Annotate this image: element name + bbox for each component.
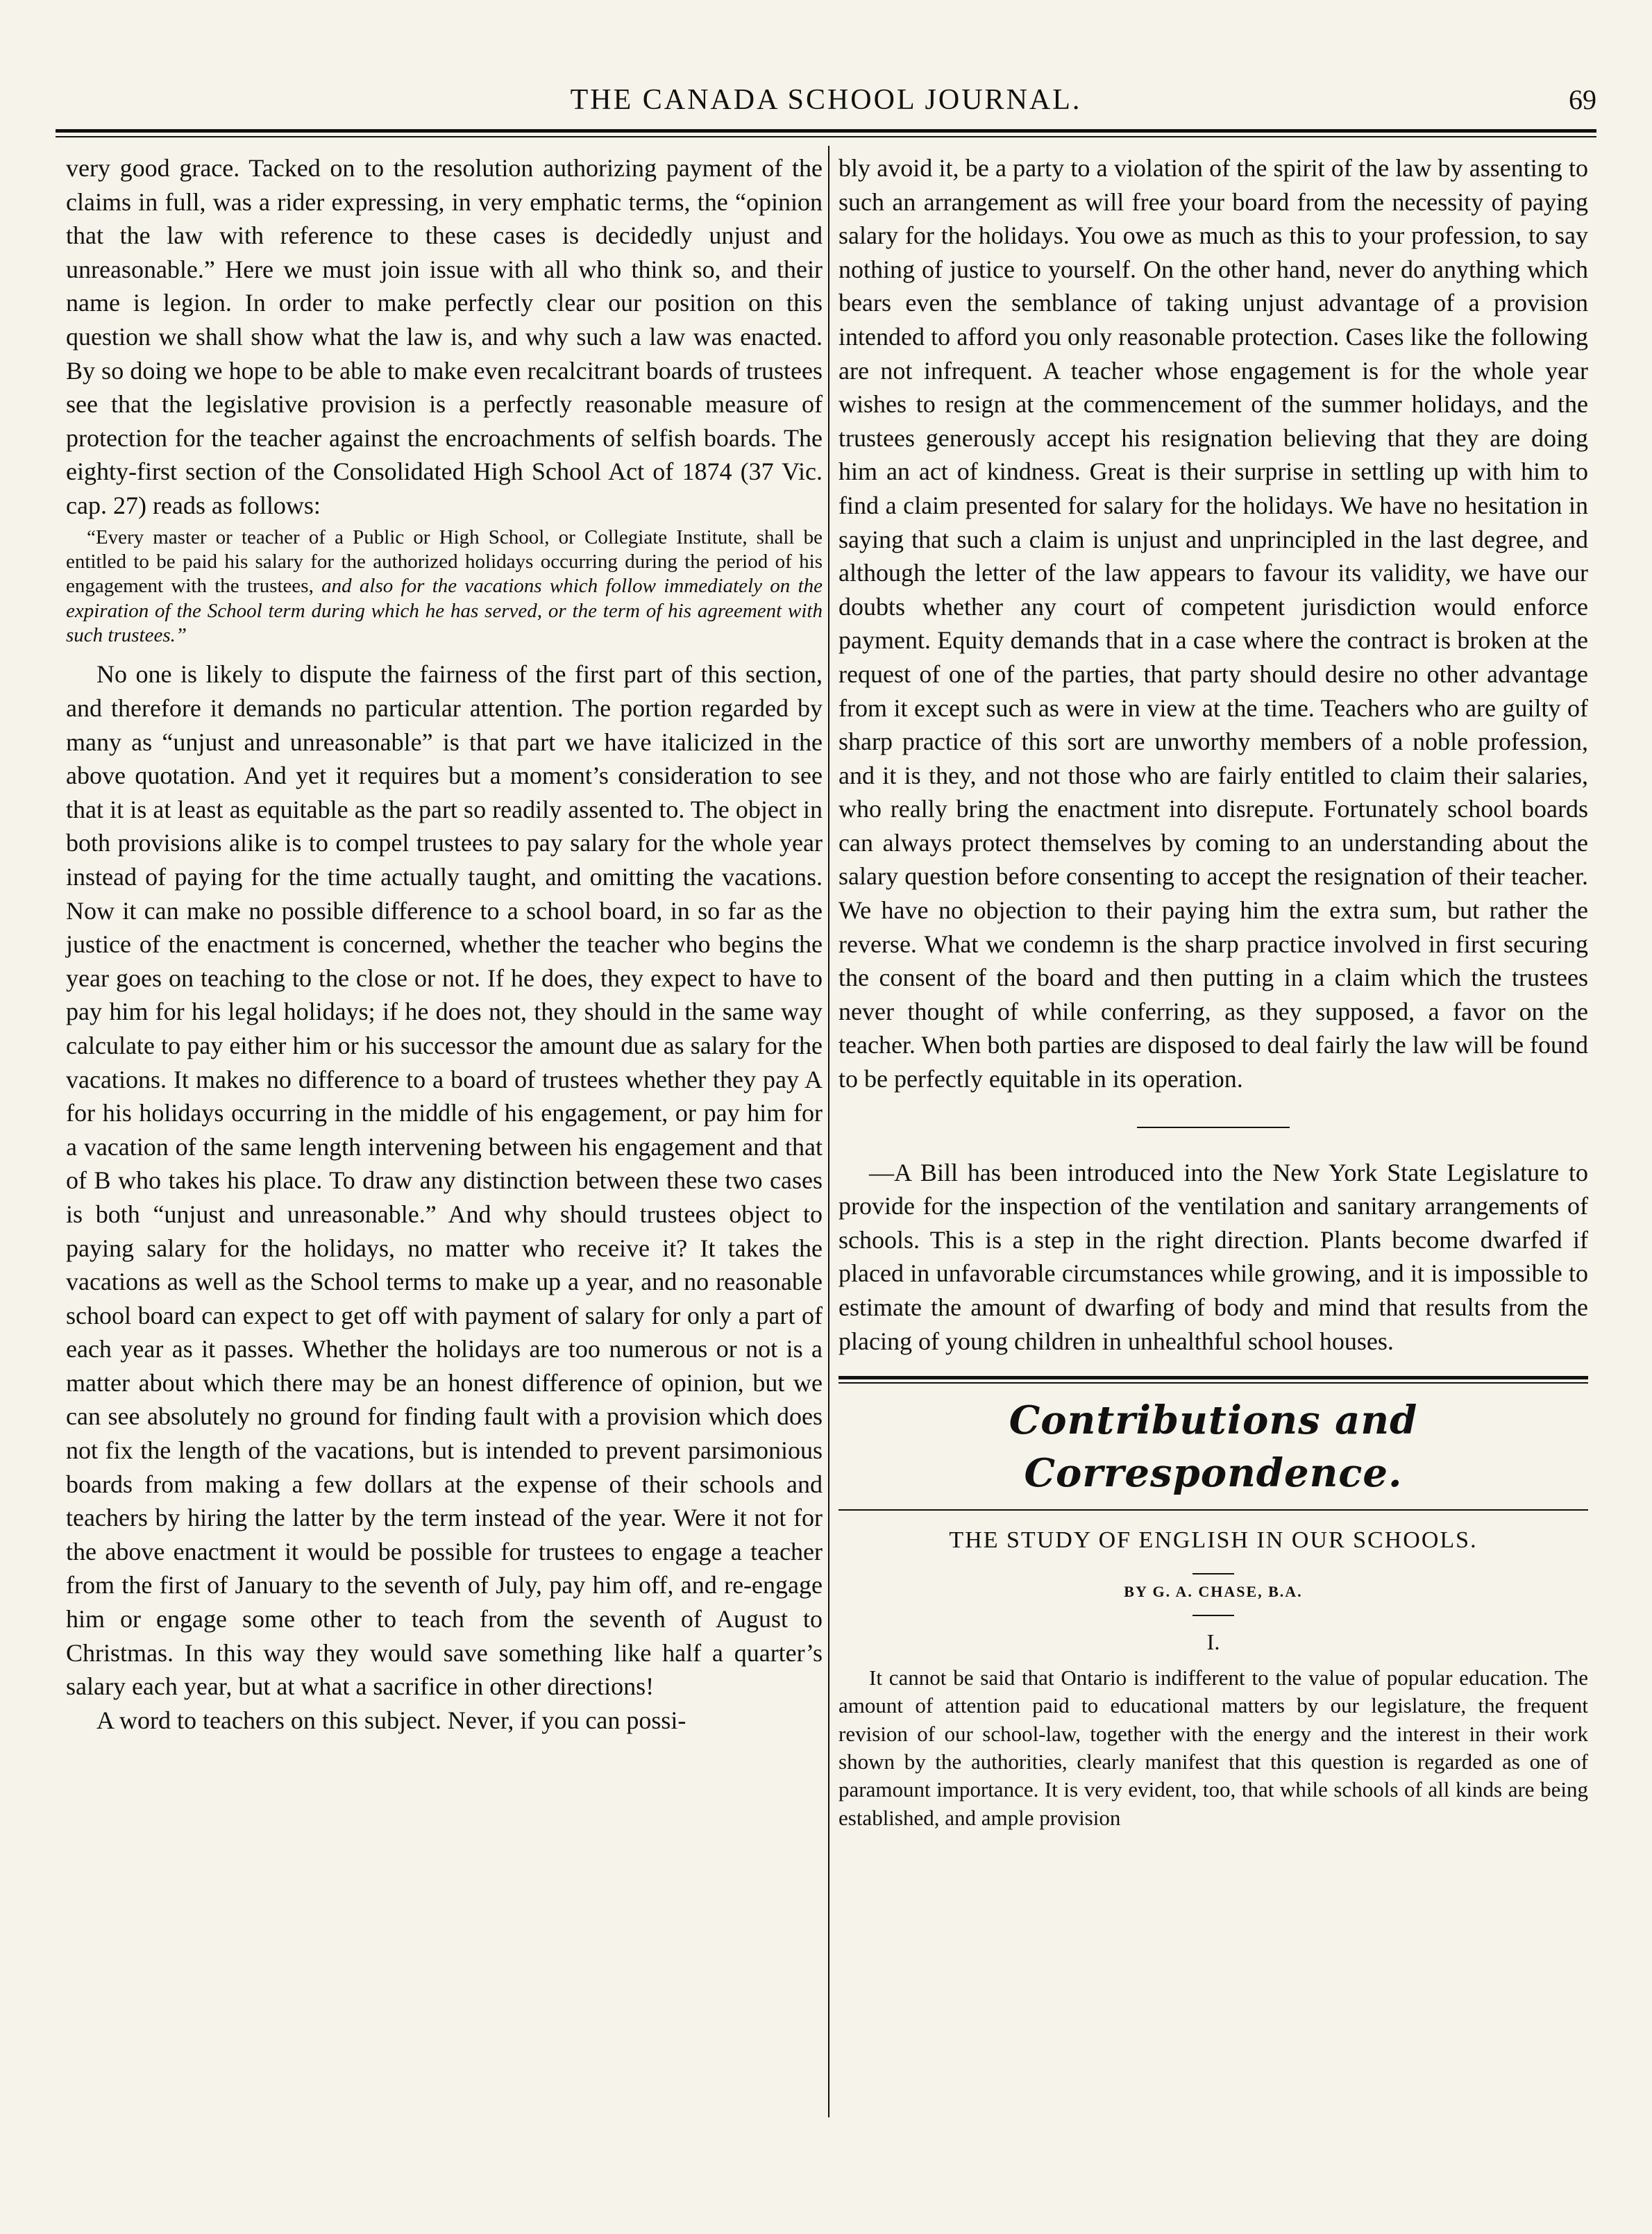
paragraph: No one is likely to dispute the fairness of the first part of this section, and therefore it demands no particular attention. The portion regarded by many as “unjust and unreasonable” is that part we have italicized in the above quotation. And yet it requires but a moment’s consideration to see that it is at least as equitable as the part so readily assented to. The object in both provisions alike is to compel trustees to pay salary for the whole year instead of paying for the time actually taught, and omitting the vacations. Now it can make no possible difference to a school board, in so far as the justice of the enactment is concerned, whether the teacher who begins the year goes on teaching to the close or not. If he does, they expect to have to pay him for his legal holidays; if he does not, they should in the same way calculate to pay either him or his successor the amount due as salary for the vacations. It makes no difference to a board of trustees whether they pay A for his holidays occurring in the middle of his engagement, or pay him for a vacation of the same length intervening between his engagement and that of B who takes his place. To draw any distinction between these two cases is both “unjust and unreasonable.” And why should trustees object to paying salary for the holidays, no matter who receive it? It takes the vacations as well as the School terms to make up a year, and no reasonable school board can expect to get off with payment of salary for only a part of each year as it passes. Whether the holidays are too numerous or not is a matter about which there may be an honest difference of opinion, but we can see absolutely no ground for finding fault with a provision which does not fix the length of the vacations, but is intended to prevent parsimonious boards from making a few dollars at the expense of their schools and teachers by hiring the latter by the term instead of the year. Were it not for the above enactment it would be possible for trustees to engage a teacher from the first of January to the seventh of July, pay him off, and re-engage him or engage some other to teach from the seventh of August to Christmas. In this way they would save something like half a quarter’s salary each year, but at what a sacrifice in other directions! bbox=[66, 660, 823, 1701]
article-body bbox=[838, 1664, 1588, 1832]
part-numeral: I. bbox=[1206, 1629, 1220, 1654]
column-divider bbox=[828, 146, 829, 2117]
quote-text: “Every master or teacher of a Public or High School, or Collegiate Institute, shall be entitled to be paid his salary for the authorized holidays occurring during the period of his engagement with the trustees, bbox=[66, 526, 823, 598]
paragraph: It cannot be said that Ontario is indifferent to the value of popular education. The amount of attention paid to educational matters by our legislature, the frequent revision of our school-law, together with the energy and the interest in their work shown by the authorities, clearly manifest that this question is regarded as one of paramount importance. It is very evident, too, that while schools of all kinds are being established, and ample provision bbox=[838, 1665, 1588, 1830]
section-rule-thin bbox=[838, 1382, 1588, 1384]
paragraph: A word to teachers on this subject. Never, if you can possi- bbox=[96, 1706, 686, 1734]
byline: BY G. A. CHASE, B.A. bbox=[1124, 1583, 1303, 1601]
byline-rule bbox=[1192, 1615, 1234, 1616]
section-heading: Contributions and Correspondence. bbox=[1009, 1397, 1418, 1496]
header-rule-thin bbox=[56, 136, 1596, 137]
journal-title: THE CANADA SCHOOL JOURNAL. bbox=[570, 84, 1082, 116]
article-title: THE STUDY OF ENGLISH IN OUR SCHOOLS. bbox=[949, 1527, 1478, 1554]
section-rule-thick bbox=[838, 1376, 1588, 1379]
block-quote bbox=[66, 526, 823, 648]
header-rule-thick bbox=[56, 129, 1596, 133]
news-item: —A Bill has been introduced into the New York State Legislature to provide for the inspection of the ventilation and sanitary arrangements of schools. This is a step in the right direction. Plants become dwarfed if placed in unfavorable circumstances while growing, and it is impossible to estimate the amount of dwarfing of body and mind that results from the placing of young children in unhealthful school houses. bbox=[838, 1158, 1588, 1355]
paragraph: very good grace. Tacked on to the resolution authorizing payment of the claims in full, was a rider expressing, in very emphatic terms, the “opinion that the law with reference to these cases is decidedly unjust and unreasonable.” Here we must join issue with all who think so, and their name is legion. In order to make perfectly clear our position on this question we shall show what the law is, and why such a law was enacted. By so doing we hope to be able to make even recalcitrant boards of trustees see that the legislative provision is a perfectly reasonable measure of protection for the teacher against the encroachments of selfish boards. The eighty-first section of the Consolidated High School Act of 1874 (37 Vic. cap. 27) reads as follows: bbox=[66, 154, 823, 519]
separator-rule bbox=[1137, 1127, 1290, 1128]
quote-italic-text: and also for the vacations which follow immediately on the expiration of the School term during which he has served, or the term of his agreement with such trustees.” bbox=[66, 575, 823, 647]
page-number: 69 bbox=[1569, 84, 1596, 115]
left-column bbox=[66, 151, 823, 1737]
title-rule bbox=[1192, 1573, 1234, 1574]
right-column bbox=[838, 151, 1588, 1832]
running-header bbox=[56, 83, 1596, 125]
section-heading-rule bbox=[838, 1509, 1588, 1511]
paragraph: bly avoid it, be a party to a violation of the spirit of the law by assenting to such an arrangement as will free your board from the necessity of paying salary for the holidays. You owe as much as this to your profession, to say nothing of justice to yourself. On the other hand, never do anything which bears even the semblance of taking unjust advantage of a provision intended to afford you only reasonable protection. Cases like the following are not infrequent. A teacher whose engagement is for the whole year wishes to resign at the commencement of the summer holidays, and the trustees generously accept his resignation believing that they are doing him an act of kindness. Great is their surprise in settling up with him to find a claim presented for salary for the holidays. We have no hesitation in saying that such a claim is unjust and unprincipled in the last degree, and although the letter of the law appears to favour its validity, we have our doubts whether any court of competent jurisdiction would enforce payment. Equity demands that in a case where the contract is broken at the request of one of the parties, that party should desire no other advantage from it except such as were in view at the time. Teachers who are guilty of sharp practice of this sort are unworthy members of a noble profession, and it is they, and not those who are fairly entitled to claim their salaries, who really bring the enactment into disrepute. Fortunately school boards can always protect themselves by coming to an understanding about the salary question before consenting to accept the resignation of their teacher. We have no objection to their paying him the extra sum, but rather the reverse. What we condemn is the sharp practice involved in first securing the consent of the board and then putting in a claim which the trustees never thought of while conferring, as they supposed, a favor on the teacher. When both parties are disposed to deal fairly the law will be found to be perfectly equitable in its operation. bbox=[838, 154, 1588, 1093]
